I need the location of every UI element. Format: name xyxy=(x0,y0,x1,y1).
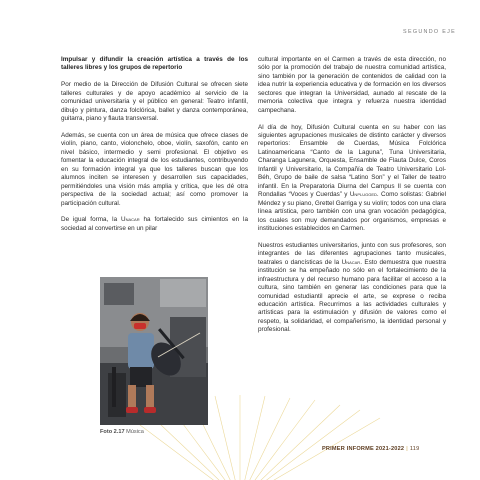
music-photo xyxy=(100,277,208,425)
paragraph xyxy=(61,216,248,233)
right-column xyxy=(258,56,446,343)
paragraph xyxy=(258,242,446,335)
paragraph-text: Al día de hoy, Difusión Cultural cuenta en su haber con las siguientes agrupaciones musicales de distinto carácter y diversos repertorios: Ensamble de Cuerdas, Música Folclórica Latinoamericana “Canto de la Laguna”, Tuna Universitaria, Charanga Lagunera, Orquesta, Ensamble de Flauta Dulce, Coros Infantil y Universitario, la Compañía de Teatro Universitario Lol-Béh, Grupo de baile de salsa “Latino Son” y el Taller de teatro infantil. En la Preparatoria Diurna del Campus II se cuenta con Rondallas “Voces y Cuerdas” y xyxy=(258,123,446,199)
left-column xyxy=(61,56,248,242)
caption-label: Foto 2.17 xyxy=(100,429,125,435)
caption-text: Música xyxy=(126,429,144,435)
photo-caption xyxy=(100,429,144,435)
footer-separator: | xyxy=(406,446,408,452)
page-number: 119 xyxy=(409,446,420,452)
report-title: PRIMER INFORME 2021-2022 xyxy=(322,446,405,452)
paragraph xyxy=(258,124,446,234)
institution-name: Unacar xyxy=(341,258,361,266)
section-heading: Impulsar y difundir la creación artística a través de los talleres libres y los grupos de repertorio xyxy=(61,56,248,72)
paragraph-text: De igual forma, la xyxy=(61,216,122,224)
paragraph-text: Nuestros estudiantes universitarios, junto con sus profesores, son integrantes de las diferentes agrupaciones tanto musicales, teatrales o dancísticas de la xyxy=(258,241,446,266)
institution-name: Unacar xyxy=(121,216,140,224)
paragraph: cultural importante en el Carmen a través de esta dirección, no sólo por la promoción del trabajo de nuestra comunidad artística, sino también por la generación de contenidos de calidad con la idea nutrir la experiencia educativa y de formación en los diversos sectores que integran la Universidad, aunado al rescate de la memoria colectiva que integra y refuerza nuestra identidad campechana. xyxy=(258,56,446,114)
group-name: Unplugged xyxy=(349,191,377,199)
cello-student-illustration xyxy=(100,277,208,425)
paragraph-text: . Esto demuestra que nuestra institución se ha empeñado no sólo en el fortalecimiento de la infraestructura y del recurso humano para facilitar el acceso a la cultura, sino también en generar las condiciones para que la comunidad estudiantil aprecie el arte, se exprese o reciba educación artística. Recurrimos a las actividades culturales y artísticas para la estimulación y difusión de valores como el respeto, la solidaridad, el compañerismo, la identidad personal y profesional. xyxy=(258,258,446,334)
paragraph-text: ha fortalecido sus cimientos en la sociedad al convertirse en un pilar xyxy=(61,216,248,232)
paragraph-text: . Como solistas: Gabriel Méndez y su piano, Grettel Garriga y su violín; todos con una clara línea artística, pero también con una gran vocación pedagógica, los cuales son muy demandados por organismos, empresas e instituciones establecidos en Carmen. xyxy=(258,191,446,232)
paragraph: Además, se cuenta con un área de música que ofrece clases de violín, piano, canto, violonchelo, oboe, violín, saxofón, canto en nivel básico, intermedio y semi profesional. El objetivo es fomentar la educación integral de los estudiantes, contribuyendo en su formación integral ya que los talleres buscan que los alumnos inciten se interesen y desarrollen sus capacidades, permitiéndoles una visión más amplia y crítica, que les dé otra perspectiva de la sociedad actual; así como promover la participación cultural. xyxy=(61,131,248,207)
page-footer xyxy=(322,446,419,452)
paragraph: Por medio de la Dirección de Difusión Cultural se ofrecen siete talleres culturales y de apoyo académico al servicio de la comunidad universitaria y el público en general: Teatro infantil, dibujo y pintura, danza folclórica, ballet y danza contemporánea, guitarra, piano y flauta transversal. xyxy=(61,81,248,123)
section-header: SEGUNDO EJE xyxy=(403,29,456,35)
